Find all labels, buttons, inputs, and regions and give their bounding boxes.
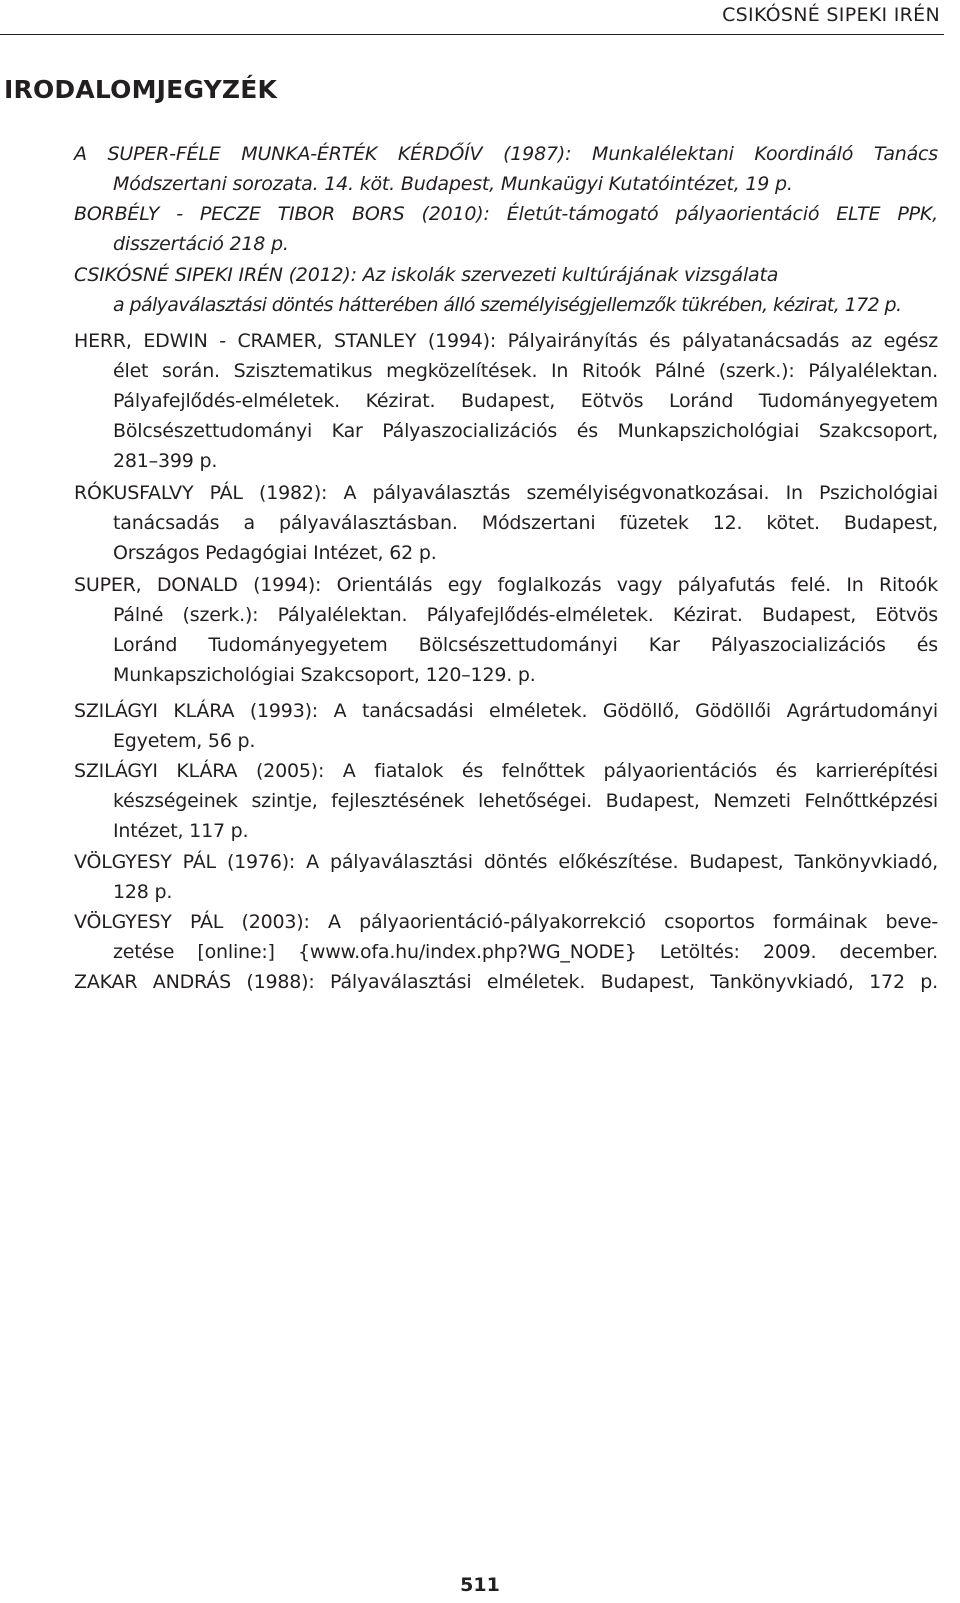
reference-line: Pálné (szerk.): Pályalélektan. Pályafejlődés-elméletek. Kézirat. Budapest, Eötvös	[113, 604, 938, 626]
reference-line: disszertáció 218 p.	[113, 233, 289, 255]
reference-line: zetése [online:] {www.ofa.hu/index.php?WG_NODE} Letöltés: 2009. december.	[113, 941, 938, 963]
reference-line: VÖLGYESY PÁL (1976): A pályaválasztási döntés előkészítése. Budapest, Tankönyvkiadó,	[74, 851, 938, 873]
reference-line: 281–399 p.	[113, 450, 218, 472]
reference-line: élet során. Szisztematikus megközelítések. In Ritoók Pálné (szerk.): Pályalélektan.	[113, 360, 938, 382]
reference-line: SUPER, DONALD (1994): Orientálás egy foglalkozás vagy pályafutás felé. In Ritoók	[74, 574, 938, 596]
reference-line: BORBÉLY - PECZE TIBOR BORS (2010): Életút-támogató pályaorientáció ELTE PPK,	[74, 203, 938, 225]
page-number: 511	[460, 1574, 500, 1596]
reference-line: Munkapszichológiai Szakcsoport, 120–129. p.	[113, 664, 536, 686]
reference-line: Egyetem, 56 p.	[113, 730, 256, 752]
reference-line: HERR, EDWIN - CRAMER, STANLEY (1994): Pályairányítás és pályatanácsadás az egész	[74, 330, 938, 352]
reference-line: 128 p.	[113, 881, 173, 903]
reference-line: Pályafejlődés-elméletek. Kézirat. Budapest, Eötvös Loránd Tudományegyetem	[113, 390, 938, 412]
reference-line: Módszertani sorozata. 14. köt. Budapest, Munkaügyi Kutatóintézet, 19 p.	[113, 173, 793, 195]
reference-line: ZAKAR ANDRÁS (1988): Pályaválasztási elméletek. Budapest, Tankönyvkiadó, 172 p.	[74, 971, 938, 993]
running-head: CSIKÓSNÉ SIPEKI IRÉN	[722, 4, 940, 26]
reference-line: A SUPER-FÉLE MUNKA-ÉRTÉK KÉRDŐÍV (1987): Munkalélektani Koordináló Tanács	[74, 143, 938, 165]
reference-line: tanácsadás a pályaválasztásban. Módszertani füzetek 12. kötet. Budapest,	[113, 512, 938, 534]
reference-line: SZILÁGYI KLÁRA (2005): A fiatalok és felnőttek pályaorientációs és karrierépítési	[74, 760, 938, 782]
reference-line: készségeinek szintje, fejlesztésének lehetőségei. Budapest, Nemzeti Felnőttképzési	[113, 790, 938, 812]
reference-line: Országos Pedagógiai Intézet, 62 p.	[113, 542, 437, 564]
reference-line: a pályaválasztási döntés hátterében álló személyiségjellemzők tükrében, kézirat, 172 p.	[113, 294, 902, 316]
reference-line: CSIKÓSNÉ SIPEKI IRÉN (2012): Az iskolák szervezeti kultúrájának vizsgálata	[74, 264, 779, 286]
reference-line: Bölcsészettudományi Kar Pályaszocializációs és Munkapszichológiai Szakcsoport,	[113, 420, 938, 442]
reference-line: Loránd Tudományegyetem Bölcsészettudományi Kar Pályaszocializációs és	[113, 634, 938, 656]
reference-line: RÓKUSFALVY PÁL (1982): A pályaválasztás személyiségvonatkozásai. In Pszichológiai	[74, 482, 938, 504]
reference-line: Intézet, 117 p.	[113, 820, 249, 842]
section-title: IRODALOMJEGYZÉK	[4, 75, 278, 104]
reference-line: SZILÁGYI KLÁRA (1993): A tanácsadási elméletek. Gödöllő, Gödöllői Agrártudományi	[74, 700, 938, 722]
header-rule	[0, 34, 944, 35]
reference-line: VÖLGYESY PÁL (2003): A pályaorientáció-pályakorrekció csoportos formáinak beve-	[74, 911, 938, 933]
